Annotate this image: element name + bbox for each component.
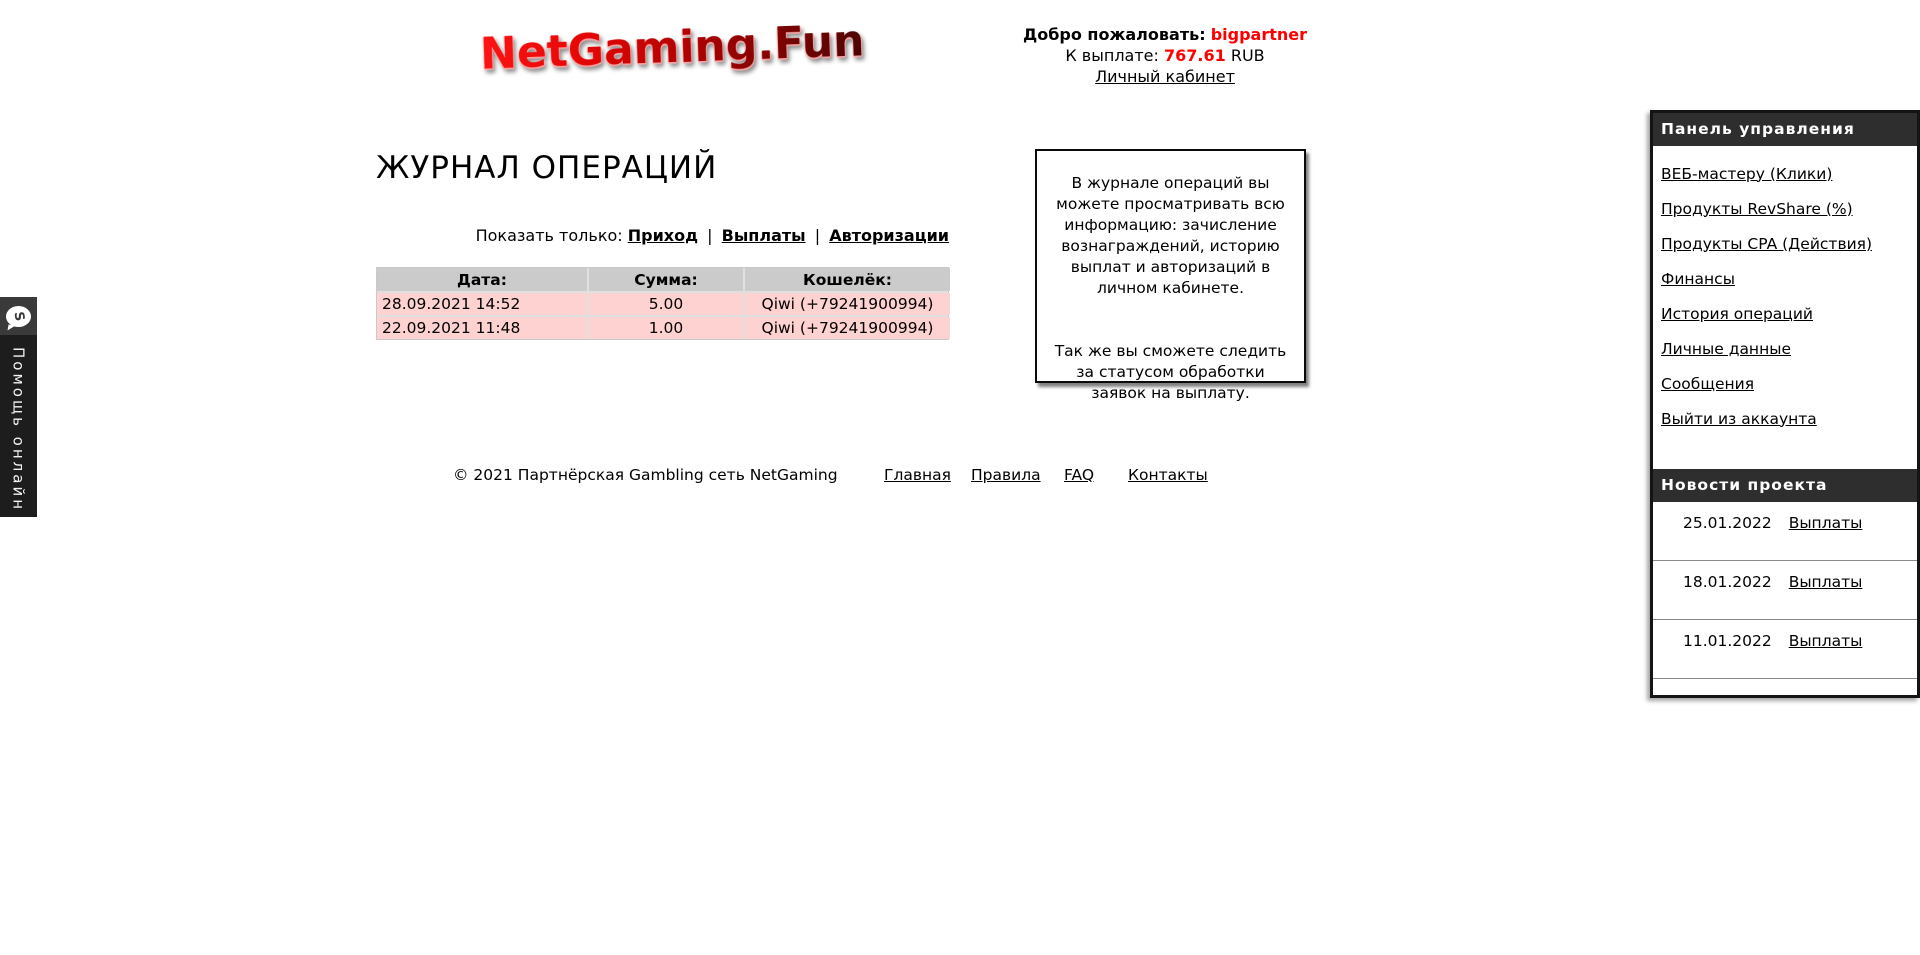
news-date: 18.01.2022 [1683, 573, 1772, 591]
sidebar-item [1661, 401, 1917, 436]
chat-bubble-icon [6, 306, 31, 327]
filter-separator: | [707, 226, 713, 245]
news-date: 25.01.2022 [1683, 514, 1772, 532]
sidebar-link-cpa-products[interactable]: Продукты CPA (Действия) [1661, 234, 1873, 253]
cabinet-line [1000, 66, 1330, 87]
help-icon-area[interactable] [0, 297, 37, 335]
site-logo-text: NetGaming.Fun [479, 14, 866, 80]
chat-glyph: S [10, 310, 27, 322]
sidebar-link-personal-data[interactable]: Личные данные [1661, 339, 1791, 358]
sidebar-item [1661, 296, 1917, 331]
operations-table [376, 267, 949, 340]
filter-link-payouts[interactable]: Выплаты [721, 226, 806, 245]
personal-cabinet-link[interactable]: Личный кабинет [1095, 67, 1235, 86]
info-box [1035, 149, 1306, 402]
welcome-label: Добро пожаловать: [1022, 25, 1206, 44]
news-date: 11.01.2022 [1683, 632, 1772, 650]
sidebar-item [1661, 226, 1917, 261]
footer-link-faq[interactable]: FAQ [1064, 466, 1095, 484]
news-list [1653, 502, 1917, 679]
table-row-1-amount: 1.00 [589, 317, 743, 339]
payout-currency: RUB [1230, 46, 1265, 65]
control-panel-sidebar [1650, 110, 1920, 698]
sidebar-item [1661, 156, 1917, 191]
filter-separator: | [814, 226, 821, 245]
table-row-0-wallet: Qiwi (+79241900994) [745, 293, 950, 315]
filter-link-income[interactable]: Приход [627, 226, 699, 245]
info-paragraph-1: В журнале операций вы можете просматривать всю информацию: зачисление вознаграждений, историю выплат и авторизаций в личном кабинете. [1056, 174, 1285, 297]
username: bigpartner [1210, 25, 1308, 44]
info-paragraph-2: Так же вы сможете следить за статусом обработки заявок на выплату. [1054, 342, 1287, 402]
sidebar-link-operations-history[interactable]: История операций [1661, 304, 1813, 323]
footer-link-home[interactable]: Главная [884, 466, 951, 484]
panel-links [1653, 146, 1917, 436]
news-item [1653, 561, 1917, 620]
welcome-block [1000, 24, 1330, 87]
col-header-date: Дата: [377, 268, 587, 291]
sidebar-item [1661, 331, 1917, 366]
filter-label: Показать только: [475, 226, 623, 245]
payout-line [1000, 45, 1330, 66]
sidebar-item [1661, 261, 1917, 296]
sidebar-link-logout[interactable]: Выйти из аккаунта [1661, 409, 1817, 428]
help-label-area[interactable] [0, 335, 37, 517]
sidebar-item [1661, 366, 1917, 401]
news-item [1653, 620, 1917, 679]
help-tab-label: Помощь онлайн [9, 347, 28, 513]
news-link-payouts[interactable]: Выплаты [1788, 573, 1863, 591]
footer [0, 466, 1350, 488]
payout-amount: 767.61 [1164, 46, 1226, 65]
table-row-0-date: 28.09.2021 14:52 [377, 293, 587, 315]
copyright-text: © 2021 Партнёрская Gambling сеть NetGaming [453, 466, 838, 484]
news-item [1653, 502, 1917, 561]
footer-link-contacts[interactable]: Контакты [1128, 466, 1208, 484]
sidebar-link-revshare-products[interactable]: Продукты RevShare (%) [1661, 199, 1853, 218]
table-row-1-date: 22.09.2021 11:48 [377, 317, 587, 339]
footer-link-rules[interactable]: Правила [971, 466, 1041, 484]
sidebar-link-finances[interactable]: Финансы [1661, 269, 1735, 288]
col-header-wallet: Кошелёк: [745, 268, 950, 291]
filter-line [376, 226, 949, 245]
welcome-line [1000, 24, 1330, 45]
sidebar-link-messages[interactable]: Сообщения [1661, 374, 1755, 393]
col-header-amount: Сумма: [589, 268, 743, 291]
payout-label: К выплате: [1065, 46, 1159, 65]
sidebar-item [1661, 191, 1917, 226]
table-row-0-amount: 5.00 [589, 293, 743, 315]
site-logo[interactable] [480, 16, 875, 78]
news-link-payouts[interactable]: Выплаты [1788, 514, 1863, 532]
news-title-bar: Новости проекта [1653, 469, 1917, 502]
filter-link-authorizations[interactable]: Авторизации [829, 226, 949, 245]
page-title: ЖУРНАЛ ОПЕРАЦИЙ [376, 150, 718, 186]
panel-title-bar: Панель управления [1653, 113, 1917, 146]
table-row-1-wallet: Qiwi (+79241900994) [745, 317, 950, 339]
news-link-payouts[interactable]: Выплаты [1788, 632, 1863, 650]
sidebar-link-webmaster-clicks[interactable]: ВЕБ-мастеру (Клики) [1661, 164, 1833, 183]
